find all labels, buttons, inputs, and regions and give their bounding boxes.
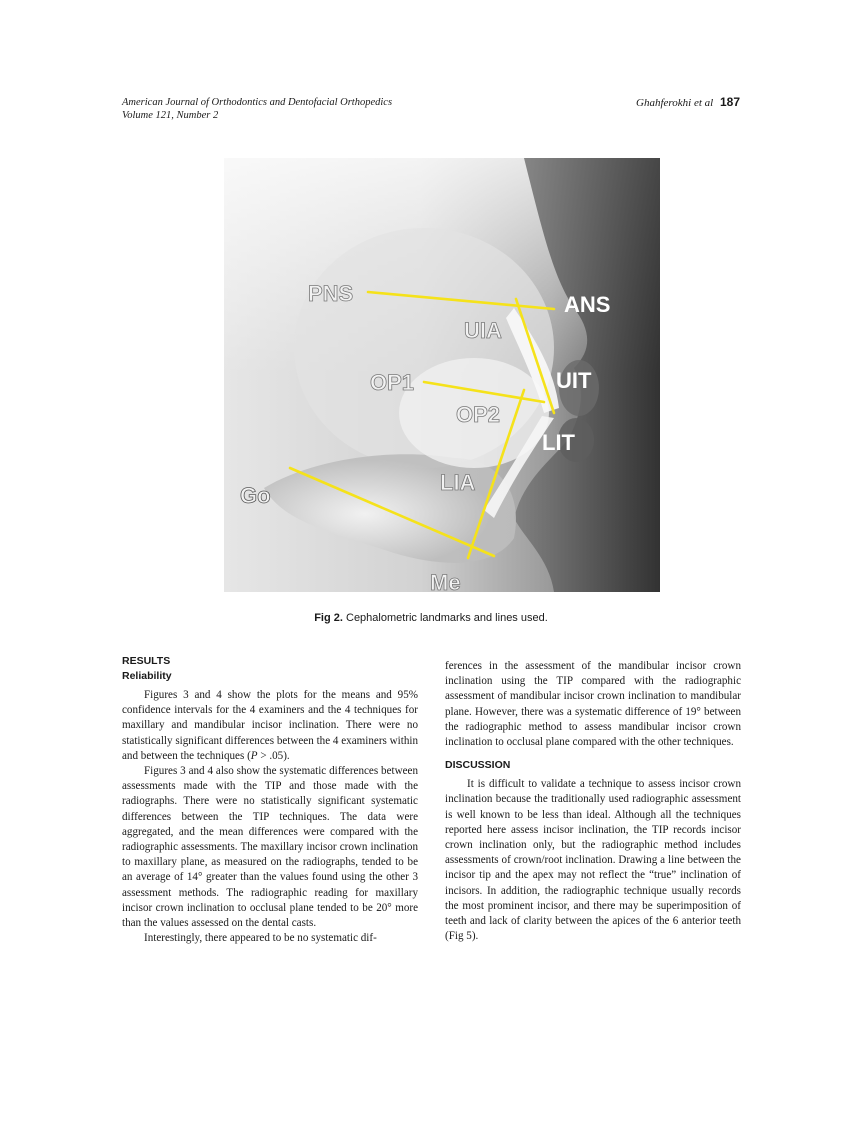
label-lia: LIA [440,470,476,495]
p1-text: Figures 3 and 4 show the plots for the means and 95% confidence intervals for the 4 examiners and the 4 techniques for maxillary and mandibular incisor inclination. There were no statistically significant differences between the 4 examiners within and between the techniques ( [122,689,418,762]
radiograph-image [224,158,660,592]
label-pns: PNS [308,281,354,306]
journal-volume: Volume 121, Number 2 [122,110,219,121]
label-op1: OP1 [370,370,415,395]
paragraph-discussion: It is difficult to validate a technique to assess incisor crown inclination because the traditionally used radiographic assessment is well known to be less than ideal. Although all the techniques reported here assess incisor inclination, the TIP records incisor crown inclination only, but the radiographic method includes assessments of crown/root inclination. Drawing a line between the incisor tip and the apex may not reflect the “true” inclination of incisors. In addition, the radiographic technique usually records the most prominent incisor, and there may be superimposition of teeth and lack of clarity between the apices of the 6 anterior teeth (Fig 5). [445,778,741,943]
figure-caption [0,612,862,624]
caption-label: Fig 2. [314,612,343,624]
p1-italic: P [250,749,258,762]
cephalometric-figure [224,158,660,592]
paragraph-reliability [122,688,418,764]
label-ans: ANS [564,292,611,317]
running-header-journal [122,96,392,122]
label-go: Go [240,483,271,508]
paragraph-interestingly: Interestingly, there appeared to be no systematic dif- [144,932,377,945]
label-uit: UIT [556,368,592,393]
column-right [445,659,741,944]
paragraph-systematic-differences: Figures 3 and 4 also show the systematic differences between assessments made with the TIP and those made with the radiographs. There were no statistically significant systematic differences between the TIP techniques. The data were aggregated, and the mean differences were compared with the radiographic assessments. The maxillary incisor crown inclination to maxillary plane, as measured on the radiographs, tended to be an average of 14° greater than the values found using the other 3 assessment methods. The radiographic reading for maxillary incisor crown inclination to occlusal plane tended to be 20° more than the values assessed on the dental casts. [122,765,418,930]
reliability-heading: Reliability [122,670,172,682]
p1-end: > .05). [257,749,290,762]
column-left [122,654,418,946]
label-lit: LIT [542,430,575,455]
journal-title: American Journal of Orthodontics and Dentofacial Orthopedics [122,97,393,108]
results-heading: RESULTS [122,655,171,667]
running-authors: Ghahferokhi et al [636,97,714,109]
discussion-heading: DISCUSSION [445,759,511,772]
caption-text: Cephalometric landmarks and lines used. [346,612,548,624]
label-op2: OP2 [456,402,501,427]
label-me: Me [430,570,461,592]
label-uia: UIA [464,318,502,343]
page-number: 187 [719,95,740,109]
running-header-page [636,95,740,109]
paragraph-mandibular: ferences in the assessment of the mandibular incisor crown inclination using the TIP compared with the radiographic assessment of mandibular incisor crown inclination to mandibular plane. However, there was a systematic difference of 19° between the radiographic method to assess mandibular incisor crown inclination to occlusal plane compared with the other techniques. [445,660,741,749]
